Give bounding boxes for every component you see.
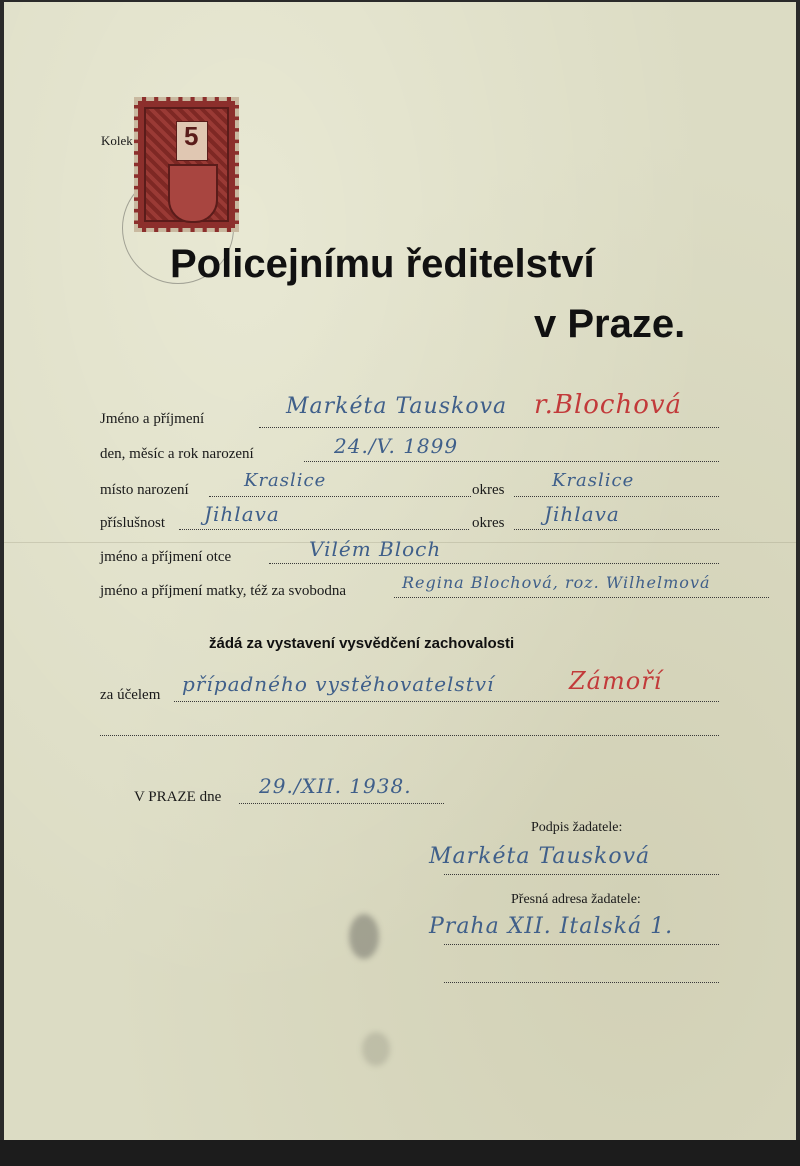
purpose-annotation: Zámoří: [569, 667, 663, 695]
birth-label: den, měsíc a rok narození: [100, 446, 254, 462]
birth-line: [304, 461, 719, 462]
birth-district-line: [514, 496, 719, 497]
stamp-label: Kolek: [101, 133, 133, 148]
addressee-heading: Policejnímu ředitelství: [170, 242, 595, 286]
scan-background: [0, 1140, 800, 1166]
stamp-pattern: [144, 107, 229, 222]
request-text: žádá za vystavení vysvědčení zachovalosti: [209, 635, 515, 652]
domicile-label: příslušnost: [100, 515, 166, 531]
ink-smudge: [362, 1032, 390, 1066]
place-date-label: V PRAZE dne: [134, 789, 222, 805]
domicile-district-line: [514, 529, 719, 530]
birth-district-value: Kraslice: [552, 470, 635, 491]
father-label: jméno a příjmení otce: [100, 549, 232, 565]
domicile-district-value: Jihlava: [544, 502, 620, 526]
date-value: 29./XII. 1938.: [259, 774, 412, 798]
mother-label: jméno a příjmení matky, též za svobodna: [100, 583, 347, 599]
father-value: Vilém Bloch: [309, 537, 442, 561]
birth-value: 24./V. 1899: [334, 434, 459, 458]
addressee-city: v Praze.: [534, 302, 686, 346]
domicile-value: Jihlava: [204, 502, 280, 526]
name-value: Markéta Tauskova: [286, 394, 508, 419]
purpose-value: případného vystěhovatelství: [182, 672, 495, 696]
stamp-value: 5: [184, 121, 199, 151]
purpose-label: za účelem: [100, 687, 161, 703]
father-line: [269, 563, 719, 564]
purpose-line: [174, 701, 719, 702]
mother-line: [394, 597, 769, 598]
crest-icon: [168, 164, 218, 223]
birthplace-line: [209, 496, 471, 497]
ink-smudge: [349, 914, 379, 959]
date-line: [239, 803, 444, 804]
signature-value: Markéta Tausková: [429, 844, 651, 869]
revenue-stamp: [134, 97, 239, 232]
mother-value: Regina Blochová, roz. Wilhelmová: [402, 573, 711, 592]
signature-label: Podpis žadatele:: [531, 820, 623, 835]
name-line: [259, 427, 719, 428]
signature-line: [444, 874, 719, 875]
name-correction: r.Blochová: [534, 390, 683, 420]
birthplace-label: místo narození: [100, 482, 189, 498]
address-label: Přesná adresa žadatele:: [511, 892, 641, 907]
name-label: Jméno a příjmení: [100, 411, 205, 427]
address-line-2: [444, 982, 719, 983]
birthplace-value: Kraslice: [244, 470, 327, 491]
birth-district-label: okres: [472, 482, 505, 498]
purpose-line-2: [100, 735, 719, 736]
document-sheet: [4, 2, 796, 1140]
address-line: [444, 944, 719, 945]
domicile-district-label: okres: [472, 515, 505, 531]
domicile-line: [179, 529, 469, 530]
address-value: Praha XII. Italská 1.: [429, 914, 674, 939]
